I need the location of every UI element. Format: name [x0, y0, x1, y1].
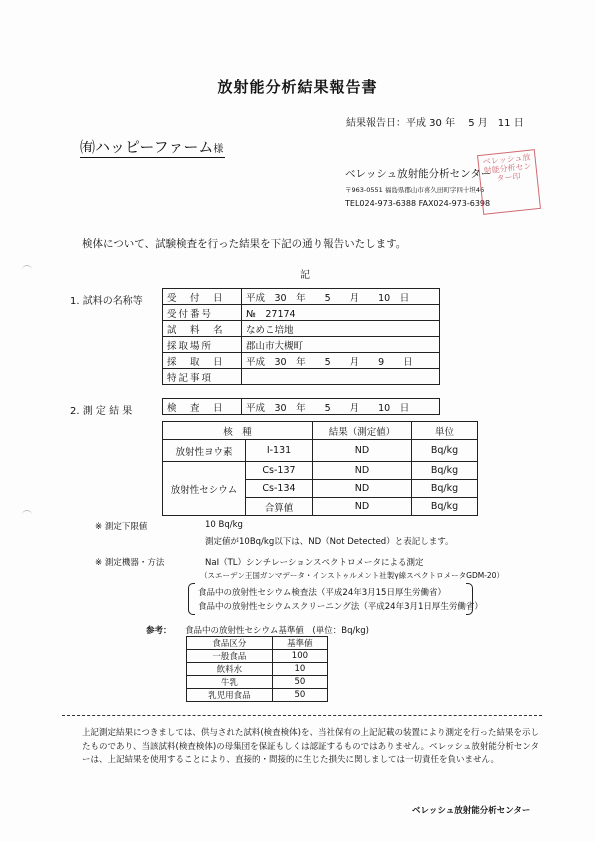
- divider: [62, 715, 542, 716]
- detection-limit-text: 測定値が10Bq/kg以下は、ND（Not Detected）と表記します。: [205, 537, 454, 547]
- table-row: [163, 440, 478, 462]
- header-nuclide: 核 種: [163, 422, 313, 440]
- method-line-2: （スエーデン王国ガンマデータ・インストゥルメント社製γ線スペクトロメータGDM-20）: [200, 571, 504, 580]
- row-label: 採 取 日: [163, 353, 242, 369]
- detection-limit-label: ※ 測定下限値: [95, 522, 148, 532]
- row-label: 検 査 日: [163, 399, 242, 415]
- result: ND: [313, 480, 412, 498]
- client-suffix: 様: [213, 144, 224, 155]
- section2-heading: 2. 測 定 結 果: [70, 406, 133, 417]
- reference-label: 参考：: [146, 626, 172, 636]
- table-header-row: [163, 422, 478, 440]
- nuclide: 合算値: [246, 498, 313, 516]
- intro-text: 検体について、試験検査を行った結果を下記の通り報告いたします。: [82, 238, 407, 250]
- unit: Bq/kg: [412, 498, 478, 516]
- table-row: [163, 462, 478, 480]
- detection-limit-value: 10 Bq/kg: [205, 520, 243, 530]
- table-row: [163, 399, 440, 415]
- unit: Bq/kg: [412, 462, 478, 480]
- nuclide: I-131: [246, 440, 313, 462]
- row-value: 郡山市大槻町: [242, 337, 440, 353]
- lab-seal-stamp: ベレッシュ放射能分析センター印: [477, 149, 541, 215]
- method-line-1: NaI（TL）シンチレーションスペクトロメータによる測定: [205, 558, 424, 568]
- row-label: 受付番号: [163, 305, 242, 321]
- sample-info-table: [162, 288, 440, 385]
- table-row: [163, 353, 440, 369]
- method-line-4: 食品中の放射性セシウムスクリーニング法（平成24年3月1日厚生労働省）: [198, 602, 483, 612]
- client-name: [80, 136, 225, 158]
- reference-caption: 食品中の放射性セシウム基準値 (単位：Bq/kg): [185, 626, 369, 636]
- disclaimer-text: 上記測定結果につきましては、供与された試料(検査検体)を、当社保有の上記記載の装置により測定を行った結果を示したものであり、当該試料(検査検体)の母集団を保証もしくは認証するものではありません。ベレッシュ放射能分析センターは、上記結果を使用することにより、直接的・間接的に生じた損失に関しましては一切責任を負いません。: [82, 728, 540, 765]
- unit: Bq/kg: [412, 440, 478, 462]
- row-value: № 27174: [242, 305, 440, 321]
- row-value: [242, 369, 440, 385]
- punch-hole: [22, 265, 32, 274]
- table-row: [163, 289, 440, 305]
- lab-address: 〒963-0551 福島県郡山市喜久田町字四十坦46: [345, 186, 485, 194]
- table-header-row: [187, 637, 328, 650]
- group-iodine: 放射性ヨウ素: [163, 440, 246, 462]
- result: ND: [313, 498, 412, 516]
- value: 50: [272, 676, 327, 689]
- report-date: 結果報告日：平成 30 年 5 月 11 日: [346, 118, 524, 129]
- category: 牛乳: [187, 676, 273, 689]
- row-value: 平成 30 年 5 月 10 日: [242, 289, 440, 305]
- inspection-date-table: [162, 398, 440, 415]
- table-row: [163, 369, 440, 385]
- header-value: 基準値: [272, 637, 327, 650]
- table-row: [187, 689, 328, 702]
- result: ND: [313, 440, 412, 462]
- row-label: 特記事項: [163, 369, 242, 385]
- method-label: ※ 測定機器・方法: [95, 558, 165, 568]
- row-label: 受 付 日: [163, 289, 242, 305]
- section1-heading: 1. 試料の名称等: [70, 296, 143, 307]
- table-row: [187, 676, 328, 689]
- nuclide: Cs-134: [246, 480, 313, 498]
- table-row: [187, 650, 328, 663]
- table-row: [163, 321, 440, 337]
- footer-lab-name: ベレッシュ放射能分析センター: [412, 806, 531, 816]
- lab-tel: TEL024-973-6388 FAX024-973-6398: [345, 199, 491, 208]
- row-value: 平成 30 年 5 月 9 日: [242, 353, 440, 369]
- value: 10: [272, 663, 327, 676]
- header-unit: 単位: [412, 422, 478, 440]
- reference-table: [186, 636, 328, 702]
- category: 飲料水: [187, 663, 273, 676]
- page-title: 放射能分析結果報告書: [217, 78, 378, 96]
- bracket-left: [188, 583, 195, 615]
- row-label: 採取場所: [163, 337, 242, 353]
- result: ND: [313, 462, 412, 480]
- category: 乳児用食品: [187, 689, 273, 702]
- lab-name: ベレッシュ放射能分析センター: [345, 168, 492, 180]
- table-row: [187, 663, 328, 676]
- method-line-3: 食品中の放射性セシウム検査法（平成24年3月15日厚生労働省）: [198, 588, 446, 598]
- table-row: [163, 305, 440, 321]
- row-label: 試 料 名: [163, 321, 242, 337]
- category: 一般食品: [187, 650, 273, 663]
- punch-hole: [22, 510, 32, 519]
- value: 50: [272, 689, 327, 702]
- results-table: [162, 421, 478, 516]
- value: 100: [272, 650, 327, 663]
- row-value: なめこ培地: [242, 321, 440, 337]
- header-category: 食品区分: [187, 637, 273, 650]
- ki-heading: 記: [300, 270, 310, 281]
- bracket-right: [466, 583, 473, 615]
- table-row: [163, 337, 440, 353]
- group-cesium: 放射性セシウム: [163, 462, 246, 516]
- unit: Bq/kg: [412, 480, 478, 498]
- client-name-text: ㈲ハッピーファーム: [80, 138, 214, 156]
- nuclide: Cs-137: [246, 462, 313, 480]
- row-value: 平成 30 年 5 月 10 日: [242, 399, 440, 415]
- header-result: 結果（測定値）: [313, 422, 412, 440]
